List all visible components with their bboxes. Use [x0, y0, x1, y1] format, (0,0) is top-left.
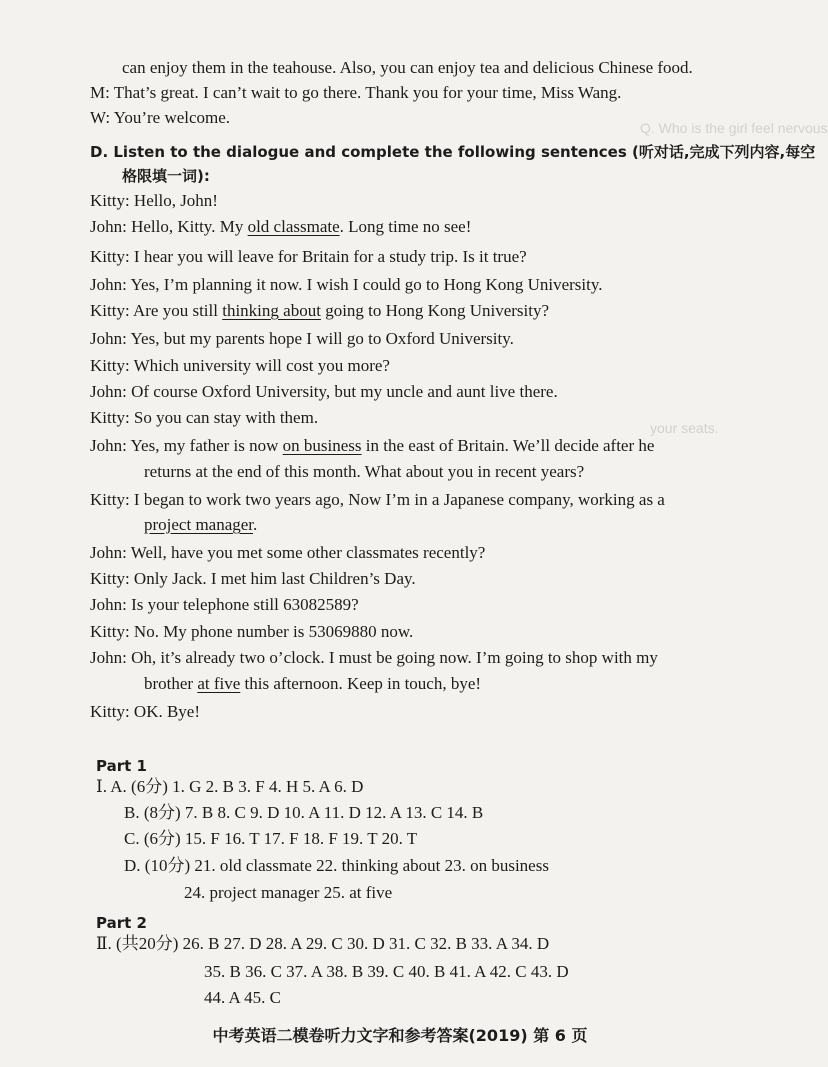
answer-underline: on business [282, 436, 362, 455]
intro-line-3: W: You’re welcome. [90, 108, 231, 127]
dialogue-line: John: Yes, my father is now on business in the east of Britain. We’ll decide after he [90, 436, 655, 455]
dialogue-line: Kitty: So you can stay with them. [90, 408, 319, 427]
bleed-through-text: your seats. [650, 420, 719, 436]
dialogue-line: Kitty: Which university will cost you more? [90, 356, 390, 375]
answer-row: B. (8分) 7. B 8. C 9. D 10. A 11. D 12. A 13. C 14. B [124, 803, 484, 822]
dialogue-line: John: Hello, Kitty. My old classmate. Long time no see! [90, 217, 472, 236]
bleed-through-text: Q. Who is the girl feel nervous [640, 120, 828, 136]
section-d-title-cont: 格限填一词): [122, 167, 210, 185]
answer-row: 35. B 36. C 37. A 38. B 39. C 40. B 41. A 42. C 43. D [204, 962, 569, 981]
part-1-heading: Part 1 [96, 757, 147, 775]
dialogue-line: Kitty: Only Jack. I met him last Children’s Day. [90, 569, 416, 588]
dialogue-line: Kitty: OK. Bye! [90, 702, 201, 721]
page-footer: 中考英语二模卷听力文字和参考答案(2019) 第 6 页 [212, 1026, 588, 1045]
dialogue-line: John: Of course Oxford University, but my uncle and aunt live there. [90, 382, 558, 401]
intro-line-2: M: That’s great. I can’t wait to go there. Thank you for your time, Miss Wang. [90, 83, 622, 102]
dialogue-line: Kitty: I hear you will leave for Britain for a study trip. Is it true? [90, 247, 527, 266]
dialogue-line: Kitty: Hello, John! [90, 191, 218, 210]
answer-row: 24. project manager 25. at five [184, 883, 393, 902]
answer-row: D. (10分) 21. old classmate 22. thinking about 23. on business [124, 856, 549, 875]
intro-line-1: can enjoy them in the teahouse. Also, you can enjoy tea and delicious Chinese food. [122, 58, 693, 77]
dialogue-line: John: Yes, I’m planning it now. I wish I could go to Hong Kong University. [90, 275, 603, 294]
dialogue-line: brother at five this afternoon. Keep in touch, bye! [144, 674, 482, 693]
dialogue-line: Kitty: I began to work two years ago, Now I’m in a Japanese company, working as a [90, 490, 665, 509]
answer-row: 44. A 45. C [204, 988, 281, 1007]
dialogue-line: John: Oh, it’s already two o’clock. I must be going now. I’m going to shop with my [90, 648, 658, 667]
answer-underline: old classmate [247, 217, 340, 236]
dialogue-line: Kitty: Are you still thinking about going to Hong Kong University? [90, 301, 550, 320]
part-2-heading: Part 2 [96, 914, 147, 932]
answer-underline: project manager [144, 515, 254, 534]
answer-row: Ⅰ. A. (6分) 1. G 2. B 3. F 4. H 5. A 6. D [96, 777, 364, 796]
dialogue-line: John: Well, have you met some other classmates recently? [90, 543, 486, 562]
dialogue-line: Kitty: No. My phone number is 53069880 now. [90, 622, 414, 641]
answer-underline: thinking about [222, 301, 321, 320]
answer-row: C. (6分) 15. F 16. T 17. F 18. F 19. T 20. T [124, 829, 418, 848]
dialogue-line: project manager. [144, 515, 258, 534]
dialogue-line: John: Is your telephone still 63082589? [90, 595, 359, 614]
answer-row: Ⅱ. (共20分) 26. B 27. D 28. A 29. C 30. D 31. C 32. B 33. A 34. D [96, 934, 550, 953]
dialogue-line: John: Yes, but my parents hope I will go to Oxford University. [90, 329, 514, 348]
dialogue-line: returns at the end of this month. What about you in recent years? [144, 462, 585, 481]
answer-underline: at five [197, 674, 241, 693]
section-d-title: D. Listen to the dialogue and complete the following sentences (听对话,完成下列内容,每空 [90, 143, 816, 161]
